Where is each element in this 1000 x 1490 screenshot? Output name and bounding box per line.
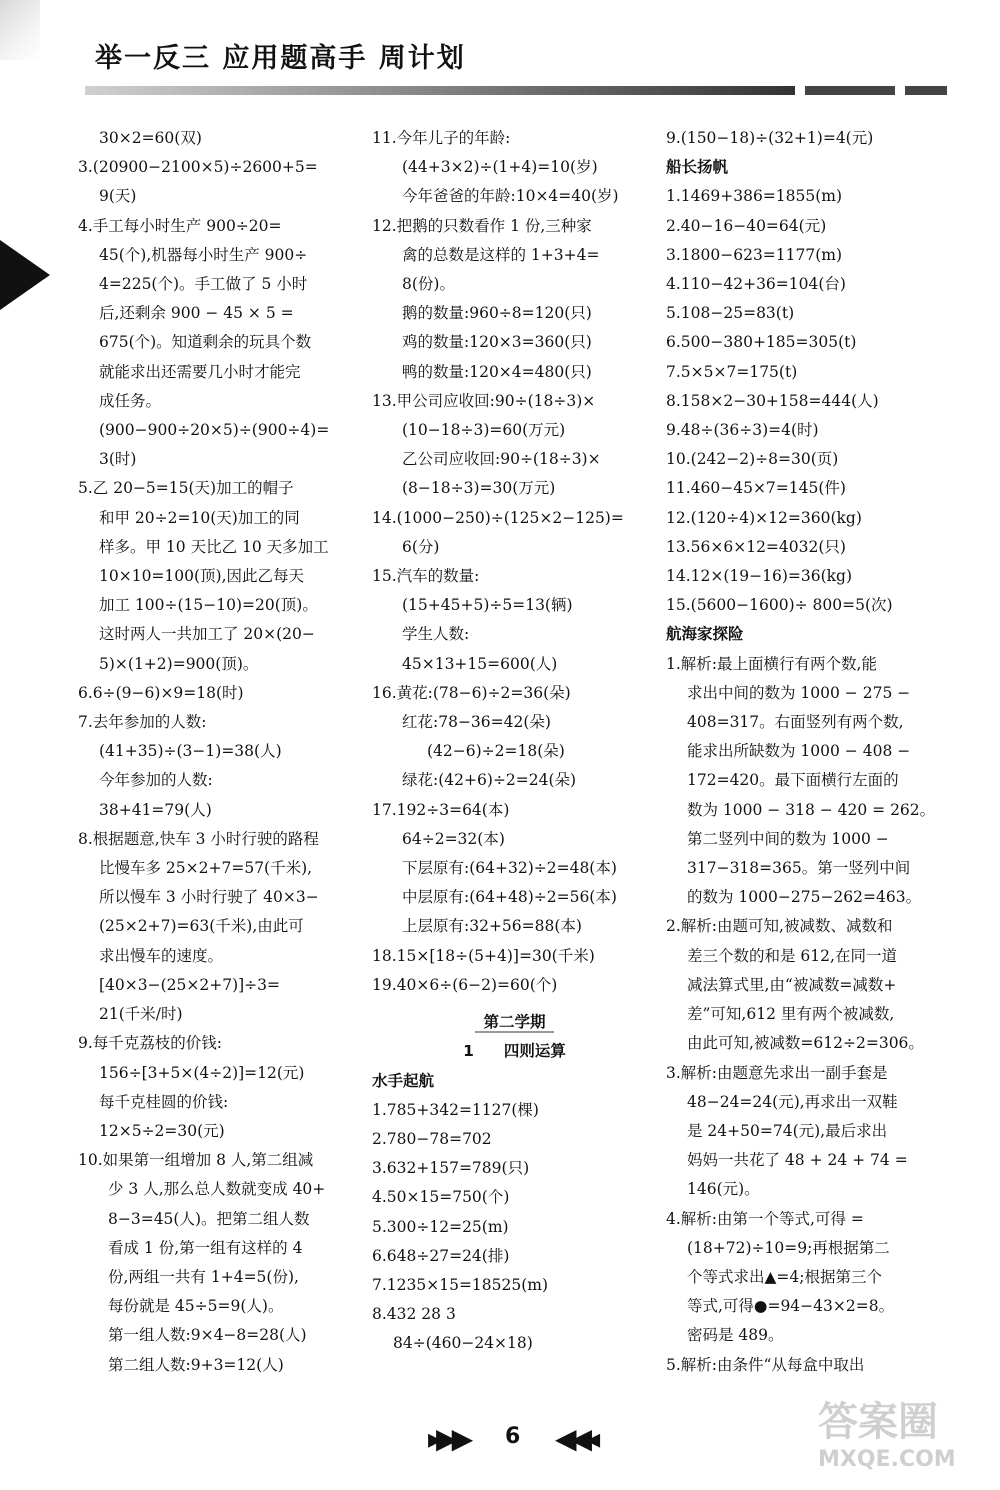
answer-line: 5.300÷12=25(m): [372, 1217, 509, 1236]
answer-line: 第二竖列中间的数为 1000 −: [687, 829, 889, 848]
answer-line: 675(个)。知道剩余的玩具个数: [99, 333, 312, 352]
answer-line: [40×3−(25×2+7)]÷3=: [99, 975, 281, 994]
answer-line: 今年爸爸的年龄:10×4=40(岁): [402, 187, 619, 206]
answer-line: 64÷2=32(本): [402, 829, 505, 848]
answer-line: 后,还剩余 900 − 45 × 5 =: [99, 304, 294, 323]
answer-line: 5)×(1+2)=900(顶)。: [99, 654, 259, 673]
answer-line: 禽的总数是这样的 1+3+4=: [402, 245, 600, 264]
unit-heading: [372, 1037, 657, 1066]
page-number: 6: [505, 1424, 521, 1449]
answer-line: 4.手工每小时生产 900÷20=: [78, 216, 282, 235]
answer-line: 2.780−78=702: [372, 1129, 492, 1148]
answer-line: 7.5×5×7=175(t): [666, 362, 798, 381]
answer-line: 9.每千克荔枝的价钱:: [78, 1034, 223, 1053]
page-header: [0, 0, 1000, 110]
answer-line: (41+35)÷(3−1)=38(人): [99, 742, 282, 761]
answer-line: 17.192÷3=64(本): [372, 800, 510, 819]
answer-line: 15.汽车的数量:: [372, 567, 480, 586]
answer-line: 12.把鹅的只数看作 1 份,三种家: [372, 216, 592, 235]
answer-line: 鸭的数量:120×4=480(只): [402, 362, 592, 381]
answer-line: 156÷[3+5×(4÷2)]=12(元): [99, 1063, 305, 1082]
answer-line: 6.6÷(9−6)×9=18(时): [78, 683, 244, 702]
answer-line: 看成 1 份,第一组有这样的 4: [108, 1238, 303, 1257]
answer-line: 8(份)。: [402, 275, 455, 294]
answer-line: 中层原有:(64+48)÷2=56(本): [402, 888, 617, 907]
answer-line: 8−3=45(人)。把第二组人数: [108, 1209, 310, 1228]
answer-line: 1.1469+386=1855(m): [666, 187, 843, 206]
answer-line: 乙公司应收回:90÷(18÷3)×: [402, 450, 601, 469]
answer-line: 加工 100÷(15−10)=20(顶)。: [99, 596, 318, 615]
watermark-logo-text: 答案圈: [818, 1399, 938, 1445]
back-arrows-icon: ◀◀◂: [555, 1422, 595, 1455]
site-watermark: [818, 1390, 988, 1485]
answer-line: 就能求出还需要几小时才能完: [99, 362, 301, 381]
answer-line: 成任务。: [99, 391, 162, 410]
header-rule: [85, 86, 795, 95]
answer-line: 11.今年儿子的年龄:: [372, 129, 511, 147]
answer-line: 绿花:(42+6)÷2=24(朵): [402, 771, 577, 790]
answer-line: 13.56×6×12=4032(只): [666, 537, 846, 556]
answer-line: 能求出所缺数为 1000 − 408 −: [687, 742, 911, 761]
answer-line: 3.632+157=789(只): [372, 1159, 530, 1178]
unit-number: 1: [463, 1042, 474, 1061]
header-rule-segment: [805, 86, 895, 95]
header-rule-segment: [905, 86, 947, 95]
answer-line: 16.黄花:(78−6)÷2=36(朵): [372, 683, 571, 702]
answer-line: 408=317。右面竖列有两个数,: [687, 713, 904, 732]
answer-line: 3(时): [99, 450, 137, 469]
answer-line: 2.解析:由题可知,被减数、减数和: [666, 917, 893, 936]
forward-arrows-icon: ▸▶▶: [428, 1422, 468, 1455]
answer-line: 4.50×15=750(个): [372, 1188, 510, 1207]
answer-line: 今年参加的人数:: [99, 771, 213, 790]
answer-line: 9(天): [99, 187, 137, 206]
answer-line: (18+72)÷10=9;再根据第二: [687, 1238, 890, 1257]
answer-line: 这时两人一共加工了 20×(20−: [99, 625, 315, 644]
answer-line: 10.如果第一组增加 8 人,第二组减: [78, 1151, 314, 1170]
answer-line: 10×10=100(顶),因此乙每天: [99, 567, 305, 586]
answer-line: 4=225(个)。手工做了 5 小时: [99, 275, 308, 294]
section-heading: 船长扬帆: [666, 158, 729, 177]
answer-line: 数为 1000 − 318 − 420 = 262。: [687, 800, 936, 819]
answer-line: 12.(120÷4)×12=360(kg): [666, 508, 862, 527]
answer-line: 样多。甲 10 天比乙 10 天多加工: [99, 537, 329, 556]
answer-line: 7.去年参加的人数:: [78, 713, 207, 732]
answer-line: 146(元)。: [687, 1180, 760, 1199]
answer-line: 差三个数的和是 612,在同一道: [687, 946, 897, 965]
answer-line: 等式,可得●=94−43×2=8。: [687, 1297, 895, 1316]
answer-line: 鹅的数量:960÷8=120(只): [402, 304, 592, 323]
answer-line: (42−6)÷2=18(朵): [427, 742, 565, 761]
answer-line: 每份就是 45÷5=9(人)。: [108, 1297, 284, 1316]
answer-line: 8.根据题意,快车 3 小时行驶的路程: [78, 829, 319, 848]
answer-line: 求出中间的数为 1000 − 275 −: [687, 683, 911, 702]
answer-line: 13.甲公司应收回:90÷(18÷3)×: [372, 391, 596, 410]
answer-line: 8.432 28 3: [372, 1305, 456, 1324]
answer-line: (44+3×2)÷(1+4)=10(岁): [402, 158, 598, 177]
corner-texture: [0, 0, 40, 60]
answer-line: 10.(242−2)÷8=30(页): [666, 450, 839, 469]
answer-line: 48−24=24(元),再求出一双鞋: [687, 1092, 898, 1111]
answer-line: 鸡的数量:120×3=360(只): [402, 333, 592, 352]
answer-line: 2.40−16−40=64(元): [666, 216, 827, 235]
answer-line: 15.(5600−1600)÷ 800=5(次): [666, 596, 893, 615]
answer-line: 6.648÷27=24(排): [372, 1246, 510, 1265]
answer-line: 减法算式里,由“被减数=减数+: [687, 975, 897, 994]
answer-line: 第二组人数:9+3=12(人): [108, 1355, 284, 1374]
answer-line: 求出慢车的速度。: [99, 946, 224, 965]
column-3: [666, 124, 951, 1380]
answer-line: 12×5÷2=30(元): [99, 1121, 225, 1140]
answer-line: 学生人数:: [402, 625, 470, 644]
answer-line: 14.(1000−250)÷(125×2−125)=: [372, 508, 624, 527]
answer-line: 45(个),机器每小时生产 900÷: [99, 245, 308, 264]
unit-title: 四则运算: [503, 1042, 566, 1061]
answer-line: 5.108−25=83(t): [666, 304, 795, 323]
answer-line: 172=420。最下面横行左面的: [687, 771, 899, 790]
answer-line: (15+45+5)÷5=13(辆): [402, 596, 573, 615]
triangle-marker-icon: [0, 240, 50, 310]
answer-line: 6(分): [402, 537, 440, 556]
answer-line: 是 24+50=74(元),最后求出: [687, 1121, 888, 1140]
answer-line: 21(千米/时): [99, 1005, 183, 1024]
answer-line: 6.500−380+185=305(t): [666, 333, 857, 352]
answer-line: 84÷(460−24×18): [393, 1334, 533, 1353]
answer-line: 4.解析:由第一个等式,可得 =: [666, 1209, 864, 1228]
answer-line: 1.解析:最上面横行有两个数,能: [666, 654, 877, 673]
answer-line: (900−900÷20×5)÷(900÷4)=: [99, 421, 330, 440]
answer-line: 红花:78−36=42(朵): [402, 713, 551, 732]
answer-line: 3.1800−623=1177(m): [666, 245, 843, 264]
answer-line: 少 3 人,那么总人数就变成 40+: [108, 1180, 326, 1199]
answer-line: 5.解析:由条件“从每盒中取出: [666, 1355, 865, 1374]
term-heading-text: 第二学期: [475, 1013, 553, 1033]
answer-line: 每千克桂圆的价钱:: [99, 1092, 229, 1111]
term-heading: [372, 1008, 657, 1037]
answer-line: 上层原有:32+56=88(本): [402, 917, 582, 936]
answer-line: 的数为 1000−275−262=463。: [687, 888, 922, 907]
answer-line: 第一组人数:9×4−8=28(人): [108, 1326, 307, 1345]
answer-line: 317−318=365。第一竖列中间: [687, 859, 911, 878]
answer-line: (10−18÷3)=60(万元): [402, 421, 566, 440]
answer-line: 8.158×2−30+158=444(人): [666, 391, 879, 410]
answer-line: 11.460−45×7=145(件): [666, 479, 846, 498]
answer-line: 3.解析:由题意先求出一副手套是: [666, 1063, 888, 1082]
answer-line: 14.12×(19−16)=36(kg): [666, 567, 853, 586]
answer-line: 18.15×[18÷(5+4)]=30(千米): [372, 946, 595, 965]
answer-line: 3.(20900−2100×5)÷2600+5=: [78, 158, 318, 177]
answer-line: 密码是 489。: [687, 1326, 784, 1345]
answer-line: 由此可知,被减数=612÷2=306。: [687, 1034, 924, 1053]
answer-line: 30×2=60(双): [99, 129, 202, 147]
answer-line: 19.40×6÷(6−2)=60(个): [372, 975, 558, 994]
column-2: [372, 124, 657, 1359]
answer-line: 1.785+342=1127(棵): [372, 1100, 539, 1119]
answer-line: 比慢车多 25×2+7=57(千米),: [99, 859, 313, 878]
section-heading: 水手起航: [372, 1071, 435, 1090]
answer-line: 45×13+15=600(人): [402, 654, 558, 673]
answer-line: 9.48÷(36÷3)=4(时): [666, 421, 819, 440]
answer-line: 差”可知,612 里有两个被减数,: [687, 1005, 895, 1024]
answer-line: 所以慢车 3 小时行驶了 40×3−: [99, 888, 319, 907]
column-1: [78, 124, 358, 1380]
answer-line: 个等式求出▲=4;根据第三个: [687, 1267, 882, 1286]
answer-line: 妈妈一共花了 48 + 24 + 74 =: [687, 1151, 908, 1170]
answer-line: 4.110−42+36=104(台): [666, 275, 846, 294]
answer-line: 7.1235×15=18525(m): [372, 1275, 549, 1294]
answer-line: 5.乙 20−5=15(天)加工的帽子: [78, 479, 294, 498]
answer-line: 下层原有:(64+32)÷2=48(本): [402, 859, 617, 878]
header-title: 举一反三 应用题高手 周计划: [95, 43, 466, 74]
answer-line: 9.(150−18)÷(32+1)=4(元): [666, 129, 874, 147]
answer-line: 38+41=79(人): [99, 800, 212, 819]
answer-line: 和甲 20÷2=10(天)加工的同: [99, 508, 300, 527]
answer-line: (25×2+7)=63(千米),由此可: [99, 917, 304, 936]
watermark-url: MXQE.COM: [818, 1447, 956, 1472]
answer-line: (8−18÷3)=30(万元): [402, 479, 556, 498]
answer-line: 份,两组一共有 1+4=5(份),: [108, 1267, 299, 1286]
section-heading: 航海家探险: [666, 625, 744, 644]
